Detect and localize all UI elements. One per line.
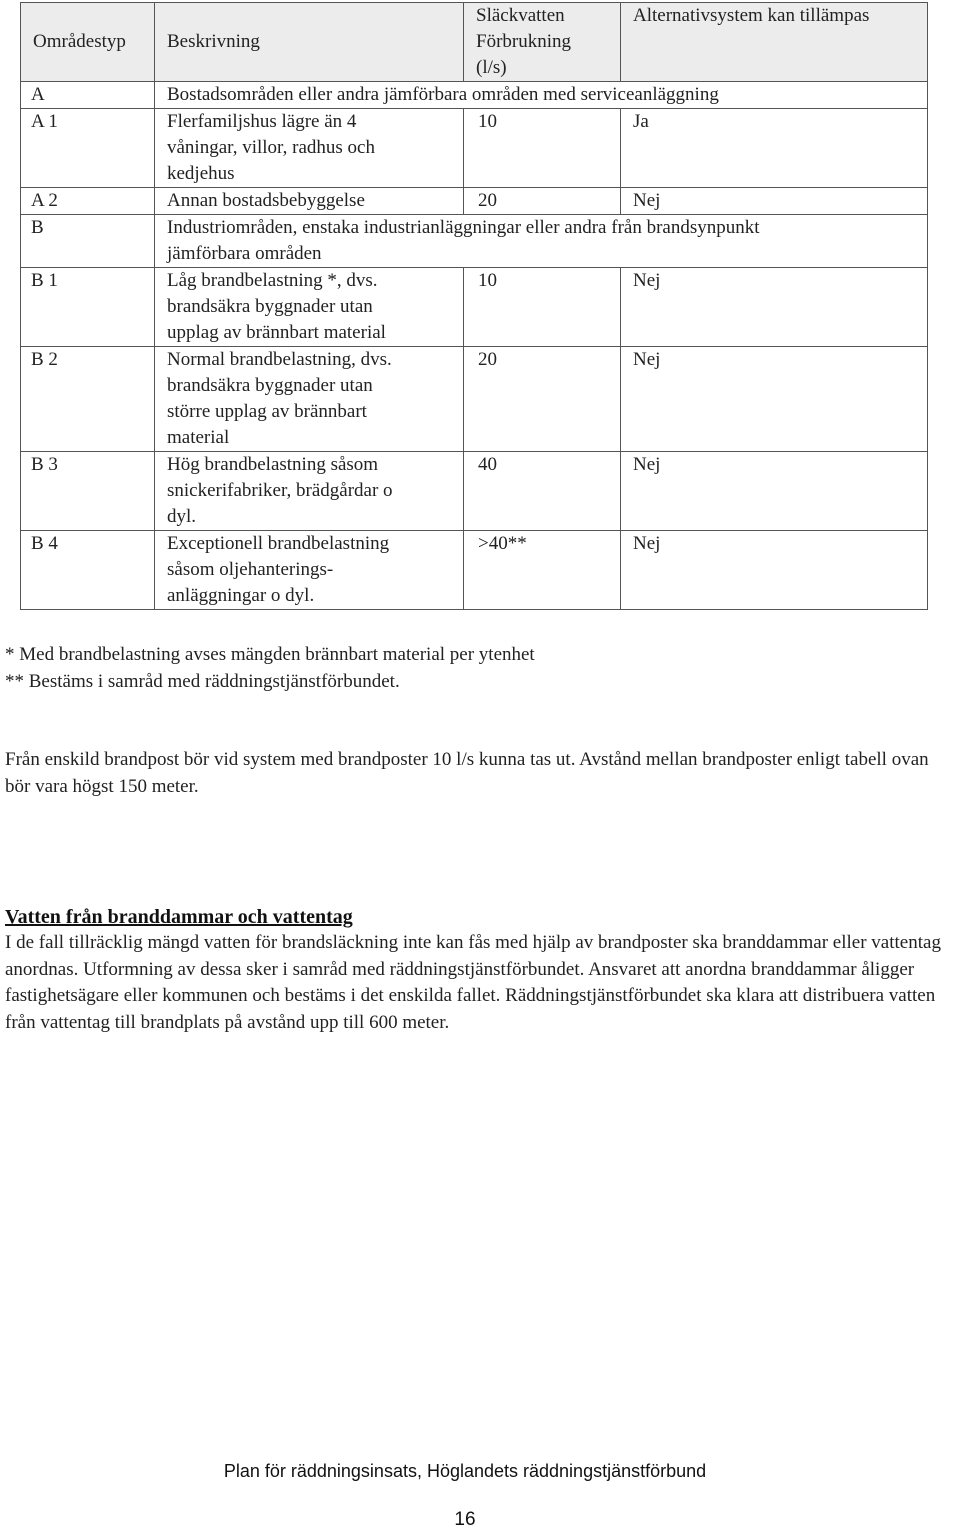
cell-alternative: Nej [621,347,928,452]
cell-area-type: A [21,82,155,109]
cell-alternative: Nej [621,188,928,215]
table-row [21,347,928,452]
cell-description: Annan bostadsbebyggelse [155,188,464,215]
cell-flow: 40 [464,452,621,531]
cell-description: Bostadsområden eller andra jämförbara områden med serviceanläggning [155,82,928,109]
header-area-type: Områdestyp [21,3,155,82]
cell-area-type: A 2 [21,188,155,215]
cell-area-type: B 2 [21,347,155,452]
table-row [21,531,928,610]
table-footnotes [5,641,955,695]
cell-alternative: Nej [621,268,928,347]
cell-flow: >40** [464,531,621,610]
cell-description: Industriområden, enstaka industrianläggningar eller andra från brandsynpunkt jämförbara områden [155,215,928,268]
header-alternative: Alternativsystem kan tillämpas [621,3,928,82]
cell-description: Hög brandbelastning såsom snickerifabriker, brädgårdar o dyl. [155,452,464,531]
cell-area-type: B 3 [21,452,155,531]
table-row [21,82,928,109]
table-header-row [21,3,928,82]
table-row [21,215,928,268]
fire-water-table [20,2,928,610]
table-row [21,109,928,188]
cell-alternative: Nej [621,452,928,531]
cell-alternative: Ja [621,109,928,188]
page-number: 16 [454,1509,476,1530]
cell-flow: 20 [464,188,621,215]
hydrant-paragraph: Från enskild brandpost bör vid system med brandposter 10 l/s kunna tas ut. Avstånd mellan brandposter enligt tabell ovan bör vara högst 150 meter. [5,749,929,797]
cell-area-type: A 1 [21,109,155,188]
page-footer: Plan för räddningsinsats, Höglandets räddningstjänstförbund [223,1461,707,1481]
table-row [21,268,928,347]
cell-area-type: B 4 [21,531,155,610]
footnote-fire-load: * Med brandbelastning avses mängden brännbart material per ytenhet [5,644,535,665]
cell-area-type: B [21,215,155,268]
cell-description: Låg brandbelastning *, dvs. brandsäkra byggnader utan upplag av brännbart material [155,268,464,347]
section-body: I de fall tillräcklig mängd vatten för brandsläckning inte kan fås med hjälp av brandposter ska branddammar eller vattentag anordnas. Utformning av dessa sker i samråd med räddningstjänstförbundet. Ansvaret att anordna branddammar åligger fastighetsägare eller kommunen och bestäms i det enskilda fallet. Räddningstjänstförbundet ska klara att distribuera vatten från vattentag till brandplats på avstånd upp till 600 meter. [5,932,941,1033]
cell-description: Exceptionell brandbelastning såsom oljehanterings- anläggningar o dyl. [155,531,464,610]
table-row [21,188,928,215]
cell-description: Normal brandbelastning, dvs. brandsäkra byggnader utan större upplag av brännbart material [155,347,464,452]
header-description: Beskrivning [155,3,464,82]
cell-alternative: Nej [621,531,928,610]
cell-flow: 10 [464,268,621,347]
header-flow: Släckvatten Förbrukning (l/s) [464,3,621,82]
cell-description: Flerfamiljshus lägre än 4 våningar, villor, radhus och kedjehus [155,109,464,188]
cell-flow: 10 [464,109,621,188]
cell-area-type: B 1 [21,268,155,347]
table-row [21,452,928,531]
cell-flow: 20 [464,347,621,452]
section-heading: Vatten från branddammar och vattentag [5,906,353,928]
footnote-consultation: ** Bestäms i samråd med räddningstjänstförbundet. [5,671,400,692]
